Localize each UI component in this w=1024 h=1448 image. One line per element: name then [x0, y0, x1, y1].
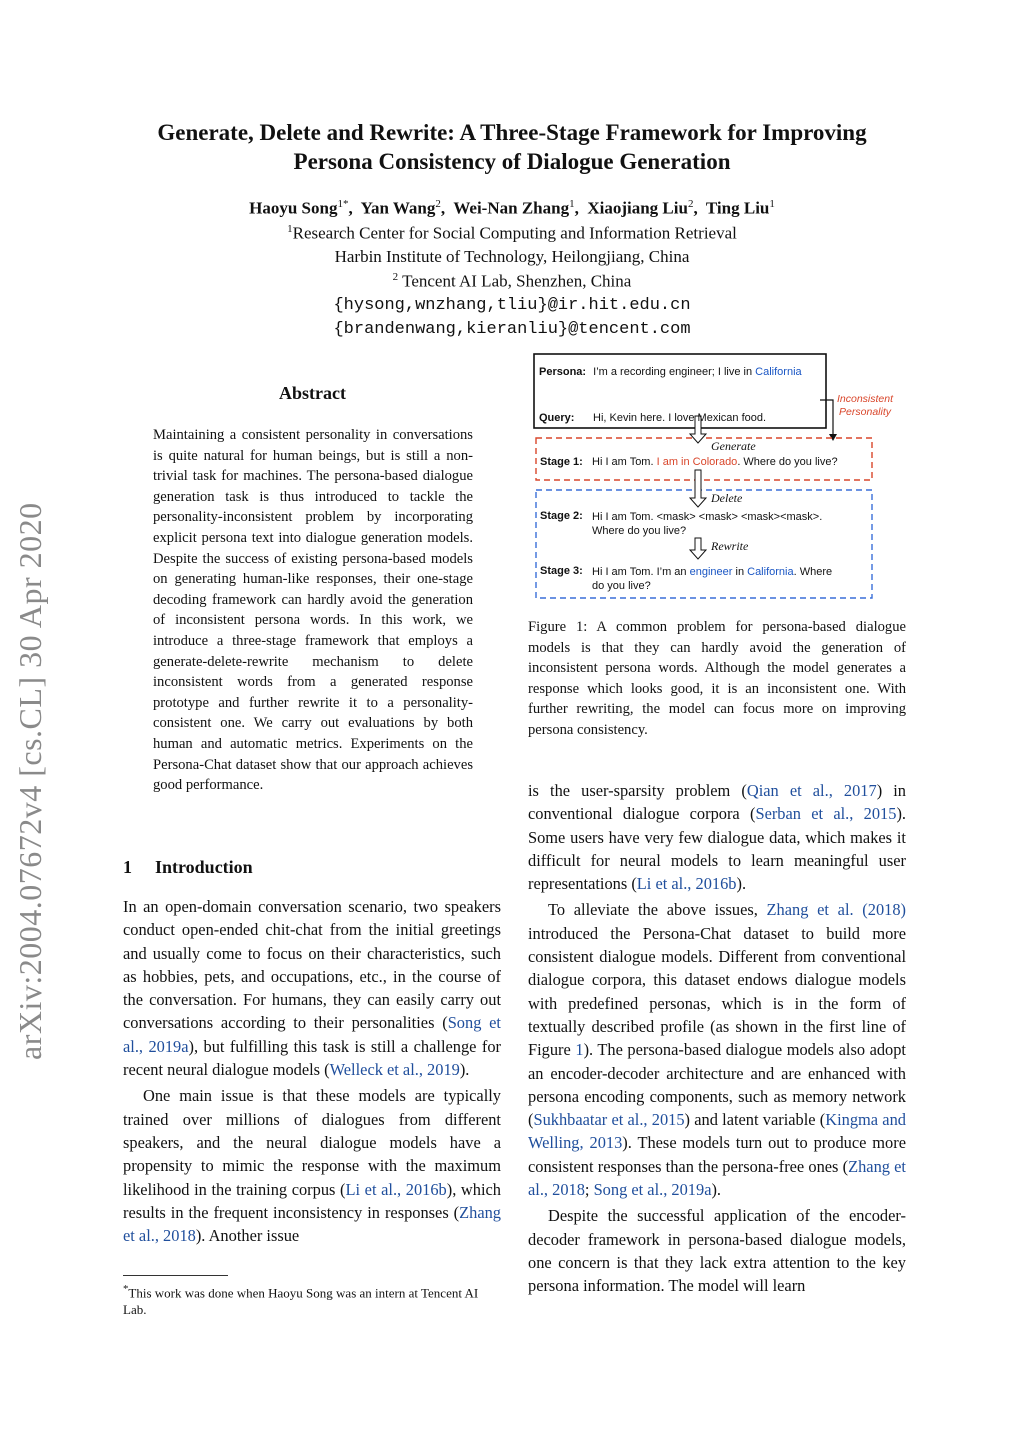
affiliation-2: Harbin Institute of Technology, Heilongjiang, China	[334, 247, 690, 266]
author-name: Wei-Nan Zhang	[453, 198, 570, 218]
rewrite-arrow	[690, 538, 706, 559]
stage-3-line-2: do you live?	[592, 580, 651, 592]
footnote-rule	[123, 1275, 228, 1276]
generate-label: Generate	[711, 439, 756, 453]
figure-ref-link[interactable]: 1	[575, 1040, 584, 1060]
affiliation-3	[0, 271, 1024, 292]
email-line-2[interactable]: {brandenwang,kieranliu}@tencent.com	[333, 320, 691, 339]
right-paragraph-3: Despite the successful application of the encoder-decoder framework in persona-based dialogue models, one concern is that they lack extra attention to the key persona information. The model will learn	[528, 1206, 906, 1296]
author-name: Ting Liu	[705, 198, 770, 218]
stage-1-row	[540, 456, 838, 468]
paper-title	[0, 118, 1024, 176]
figure-1	[530, 350, 910, 610]
inconsistent-label	[837, 393, 893, 419]
citation-link[interactable]: Welleck et al., 2019	[329, 1060, 460, 1080]
author-star: *	[342, 198, 349, 210]
email-line-1[interactable]: {hysong,wnzhang,tliu}@ir.hit.edu.cn	[333, 296, 691, 315]
paragraph-text: ). Some users have very few dialogue data, which makes it difficult for neural models to learn meaningful user representations (	[528, 804, 906, 894]
author-name: Haoyu Song	[249, 198, 338, 218]
paragraph-text: introduced the Persona-Chat dataset to build more consistent dialogue models. Different from conventional dialogue corpora, this dataset endows dialogue models with predefined personas, which is in the form of textually described profile (as shown in the first line of Figure	[528, 923, 906, 1060]
section-number: 1	[123, 857, 132, 877]
stage-3-label: Stage 3:	[540, 565, 583, 577]
paragraph-text: ) and latent variable (	[684, 1110, 826, 1130]
paragraph-text: ).	[736, 874, 747, 894]
affiliation-1-text: Research Center for Social Computing and Information Retrieval	[292, 223, 737, 243]
persona-place: California	[755, 366, 802, 378]
citation-link[interactable]: Li et al., 2016b	[636, 874, 737, 894]
paragraph-text: ), but fulfilling this task is still a challenge for recent neural dialogue models (	[123, 1036, 501, 1080]
stage-3-text: in	[732, 566, 748, 578]
footnote	[123, 1281, 501, 1318]
right-column-body	[528, 779, 906, 1301]
paragraph-text: ).	[459, 1060, 470, 1080]
paragraph-text: ;	[584, 1180, 594, 1200]
affiliation-1-mark: 1	[287, 223, 293, 235]
persona-row	[539, 366, 839, 378]
stage-3-response	[592, 565, 832, 593]
paragraph-text: is the user-sparsity problem (	[528, 781, 747, 800]
rewritten-place: California	[747, 566, 794, 578]
stage-3-line-1	[592, 565, 832, 579]
citation-link[interactable]: Song et al., 2019a	[593, 1180, 712, 1200]
stage-1-response	[592, 456, 838, 468]
left-column-body	[123, 895, 501, 1250]
affiliation-3-mark: 2	[392, 271, 399, 283]
figure-caption: Figure 1: A common problem for persona-based dialogue models is that they can hardly avoid the generation of inconsistent persona words. Although the model generates a response which looks good, it is an inconsistent one. With further rewriting, the model can focus more on improving persona consistency.	[528, 619, 906, 738]
delete-arrow	[690, 470, 706, 507]
intro-paragraph-1	[123, 895, 501, 1081]
right-paragraph-2	[528, 898, 906, 1201]
paragraph-text: To alleviate the above issues,	[548, 900, 767, 920]
citation-link[interactable]: Serban et al., 2015	[755, 804, 897, 824]
stage-1-label: Stage 1:	[540, 456, 583, 468]
rewritten-word: engineer	[689, 566, 733, 578]
stage-2-row	[540, 510, 823, 537]
author-name: Xiaojiang Liu	[587, 198, 688, 218]
stage-2-line-2: Where do you live?	[592, 525, 687, 537]
paragraph-text: ). The persona-based dialogue models also adopt an encoder-decoder architecture and are enhanced with persona encoding components, such as memory network (	[528, 1040, 906, 1130]
stage-3-text: . Where	[793, 566, 833, 578]
author-mark: 1	[337, 198, 343, 210]
query-label: Query:	[539, 412, 575, 424]
paragraph-text: ).	[711, 1180, 722, 1200]
abstract-heading: Abstract	[279, 383, 346, 403]
arxiv-stamp: arXiv:2004.07672v4 [cs.CL] 30 Apr 2020	[12, 502, 48, 1060]
paragraph-text: One main issue is that these models are typically trained over millions of dialogues from different speakers, and the neural dialogue models have a propensity to mimic the response with the maximum likelihood in the training corpus (	[123, 1086, 501, 1199]
citation-link[interactable]: Zhang et al. (2018)	[766, 900, 906, 920]
abstract-text: Maintaining a consistent personality in conversations is quite natural for human beings, but is still a non-trivial task for machines. The persona-based dialogue generation task is thus introduced to tackle the personality-inconsistent problem by incorporating explicit persona text into dialogue generation models. Despite the success of existing persona-based models on generating human-like responses, their one-stage decoding framework can hardly avoid the generation of inconsistent persona words. In this work, we introduce a three-stage framework that employs a generate-delete-rewrite mechanism to delete inconsistent words from a generated response prototype and further rewrite it to a personality-consistent one. We carry out evaluations by both human and automatic metrics. Experiments on the Persona-Chat dataset show that our approach achieves good performance.	[153, 427, 473, 794]
stage-2-label: Stage 2:	[540, 510, 583, 522]
citation-link[interactable]: Qian et al., 2017	[746, 781, 877, 800]
author-list: Haoyu Song$^{1*}$, Yan Wang$^2$, Wei-Nan Zhang$^1$, Xiaojiang Liu$^2$, Ting Liu$^1$	[249, 198, 775, 218]
stage-3-text: Hi I am Tom. I’m an	[592, 566, 690, 578]
inconsistent-line-1: Inconsistent	[837, 393, 894, 405]
intro-paragraph-2	[123, 1084, 501, 1247]
citation-link[interactable]: Zhang et al., 2018	[528, 1156, 906, 1200]
stage-1-text: . Where do you live?	[737, 456, 838, 468]
author-mark: 1	[769, 198, 775, 210]
paragraph-text: ). These models turn out to produce more consistent responses than the persona-free ones (	[528, 1133, 906, 1176]
inconsistent-phrase: I am in Colorado	[656, 456, 738, 468]
paragraph-text: ), which results in the frequent inconsistency in responses (	[123, 1179, 501, 1222]
author-mark: 2	[435, 198, 441, 210]
citation-link[interactable]: Song et al., 2019a	[123, 1013, 501, 1056]
stage-3-row	[540, 565, 833, 592]
citation-link[interactable]: Kingma and Welling, 2013	[528, 1110, 906, 1153]
section-title: Introduction	[155, 857, 253, 877]
section-heading	[123, 857, 253, 878]
footnote-mark: *	[123, 1283, 129, 1295]
rewrite-label: Rewrite	[711, 539, 749, 553]
title-line-1: Generate, Delete and Rewrite: A Three-Stage Framework for Improving	[157, 120, 867, 145]
citation-link[interactable]: Li et al., 2016b	[345, 1179, 447, 1199]
paragraph-text: In an open-domain conversation scenario, two speakers conduct open-ended chit-chat from the initial greetings and usually come to focus on their characteristics, such as hobbies, pets, and occupations, etc., in the course of the conversation. For humans, they can easily carry out conversations according to their personalities (	[123, 897, 501, 1033]
citation-link[interactable]: Sukhbaatar et al., 2015	[533, 1110, 685, 1130]
query-row	[539, 412, 839, 424]
persona-label: Persona:	[539, 366, 587, 378]
author-mark: 2	[687, 198, 694, 210]
title-line-2: Persona Consistency of Dialogue Generation	[293, 149, 731, 174]
stage-1-text: Hi I am Tom.	[592, 456, 657, 468]
citation-link[interactable]: Zhang et al., 2018	[123, 1202, 501, 1246]
stage-2-line-1: Hi I am Tom. <mask> <mask> <mask><mask>.	[592, 511, 823, 523]
query-text: Hi, Kevin here. I love Mexican food.	[593, 412, 767, 424]
paragraph-text: ) in conventional dialogue corpora (	[528, 781, 906, 824]
affiliation-1	[0, 223, 1024, 244]
inconsistent-line-2: Personality	[839, 406, 891, 418]
paragraph-text: ). Another issue	[195, 1226, 300, 1246]
author-name: Yan Wang	[360, 198, 436, 218]
affiliation-3-text: Tencent AI Lab, Shenzhen, China	[402, 271, 632, 291]
stage-2-response	[592, 510, 822, 538]
author-mark: 1	[569, 198, 575, 210]
right-paragraph-1	[528, 779, 906, 895]
footnote-text: This work was done when Haoyu Song was an intern at Tencent AI Lab.	[123, 1285, 479, 1318]
delete-label: Delete	[711, 491, 743, 505]
persona-text: I’m a recording engineer; I live in	[593, 366, 756, 378]
